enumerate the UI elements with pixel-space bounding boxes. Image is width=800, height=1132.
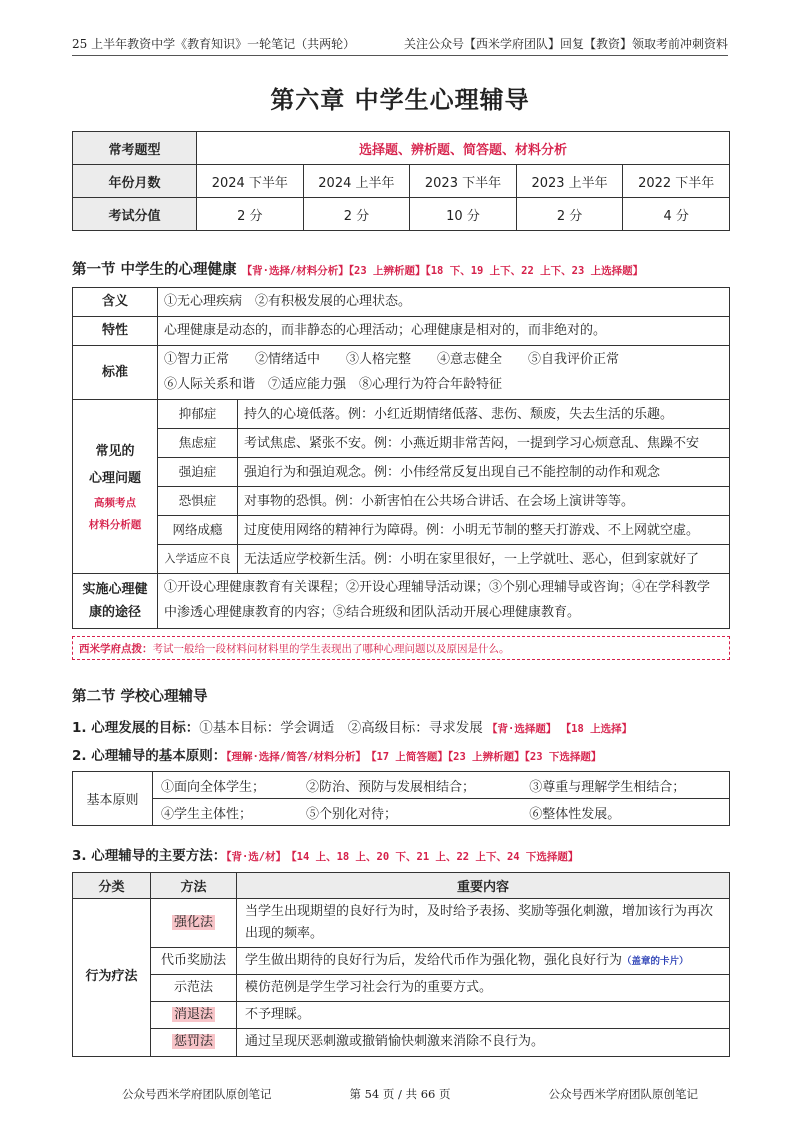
tip-box [72, 636, 730, 660]
meaning-label: 含义 [73, 288, 158, 317]
method-name-cell [151, 948, 237, 975]
standard-line2: ⑥人际关系和谐 ⑦适应能力强 ⑧心理行为符合年龄特征 [164, 376, 503, 392]
problem-name: 抑郁症 [158, 400, 238, 429]
score-cell: 2 分 [197, 198, 304, 231]
method-name-cell [151, 899, 237, 948]
principles-table [72, 771, 730, 826]
year-cell: 2023 下半年 [410, 165, 517, 198]
principles-label: 基本原则 [73, 772, 153, 826]
section2-heading [72, 685, 208, 706]
score-label: 考试分值 [73, 198, 197, 231]
problems-hot2: 材料分析题 [88, 519, 142, 532]
type-label: 常考题型 [73, 132, 197, 165]
meaning-text: ①无心理疾病 ②有积极发展的心理状态。 [158, 288, 730, 317]
method-name: 惩罚法 [173, 1034, 213, 1050]
problem-desc: 无法适应学校新生活。例：小明在家里很好，一上学就吐、恶心，但到家就好了 [238, 545, 730, 574]
item3-line [72, 844, 578, 864]
page-header [72, 36, 728, 56]
score-cell: 4 分 [623, 198, 730, 231]
problem-desc: 过度使用网络的精神行为障碍。例：小明无节制的整天打游戏、不上网就空虚。 [238, 516, 730, 545]
methods-header-method: 方法 [151, 873, 237, 899]
item3-head: 3. 心理辅导的主要方法： [72, 848, 227, 864]
year-cell: 2022 下半年 [623, 165, 730, 198]
method-name: 消退法 [173, 1007, 213, 1023]
method-desc: 通过呈现厌恶刺激或撤销愉快刺激来消除不良行为。 [237, 1029, 730, 1056]
item2-head: 2. 心理辅导的基本原则： [72, 748, 227, 764]
problem-desc: 强迫行为和强迫观念。例：小伟经常反复出现自己不能控制的动作和观念 [238, 458, 730, 487]
item2-tag: 【理解·选择/简答/材料分析】 【17 上简答题】【23 上辨析题】【23 下选择题】 [226, 751, 602, 763]
mental-health-table [72, 287, 730, 629]
standard-label: 标准 [73, 346, 158, 400]
problem-name: 焦虑症 [158, 429, 238, 458]
approach-line2: 中渗透心理健康教育的内容；⑤结合班级和团队活动开展心理健康教育。 [164, 605, 581, 621]
method-desc-cell [237, 948, 730, 975]
method-name: 强化法 [173, 915, 213, 931]
approach-label-line1: 实施心理健 [82, 581, 148, 597]
approach-text [158, 574, 730, 628]
feature-label: 特性 [73, 317, 158, 346]
footer-right: 公众号西米学府团队原创笔记 [548, 1087, 698, 1101]
item3-tag: 【背·选/材】 【14 上、18 上、20 下、21 上、22 上下、24 下选择题】 [226, 851, 579, 863]
year-cell: 2024 上半年 [303, 165, 410, 198]
item1-line [72, 716, 632, 736]
method-name-cell [151, 1029, 237, 1056]
problems-hot1: 高频考点 [94, 497, 136, 510]
problem-desc: 考试焦虑、紧张不安。例：小燕近期非常苦闷，一提到学习心烦意乱、焦躁不安 [238, 429, 730, 458]
method-desc: 不予理睬。 [237, 1002, 730, 1029]
item1-head: 1. 心理发展的目标： [72, 720, 200, 736]
year-cell: 2024 下半年 [197, 165, 304, 198]
problem-desc: 对事物的恐惧。例：小新害怕在公共场合讲话、在会场上演讲等等。 [238, 487, 730, 516]
problems-label-line2: 心理问题 [88, 470, 141, 486]
method-name: 示范法 [173, 980, 213, 996]
item1-text: ①基本目标：学会调适 ②高级目标：寻求发展 [199, 720, 483, 736]
tip-text: 考试一般给一段材料问材料里的学生表现出了哪种心理问题以及原因是什么。 [152, 643, 510, 655]
section1-heading [72, 258, 643, 279]
score-cell: 2 分 [303, 198, 410, 231]
section2-title: 第二节 学校心理辅导 [72, 689, 208, 705]
problem-name: 恐惧症 [158, 487, 238, 516]
problem-name: 强迫症 [158, 458, 238, 487]
methods-table [72, 872, 730, 1057]
principle-item: ②防治、预防与发展相结合； [298, 772, 521, 799]
methods-header-category: 分类 [73, 873, 151, 899]
problems-label [73, 400, 158, 574]
standard-text [158, 346, 730, 400]
method-name: 代币奖励法 [160, 953, 226, 969]
principle-item: ③尊重与理解学生相结合； [521, 772, 729, 799]
exam-table [72, 131, 730, 231]
standard-line1: ①智力正常 ②情绪适中 ③人格完整 ④意志健全 ⑤自我评价正常 [164, 352, 620, 367]
tip-label: 西米学府点拨： [79, 643, 153, 655]
type-value: 选择题、辨析题、简答题、材料分析 [197, 132, 730, 165]
method-desc: 学生做出期待的良好行为后，发给代币作为强化物，强化良好行为 [245, 953, 623, 969]
footer-left: 公众号西米学府团队原创笔记 [122, 1087, 272, 1101]
approach-label [73, 574, 158, 628]
methods-category: 行为疗法 [73, 899, 151, 1057]
score-cell: 10 分 [410, 198, 517, 231]
problem-name: 入学适应不良 [158, 545, 238, 574]
problem-name: 网络成瘾 [158, 516, 238, 545]
item1-tag2: 【18 上选择】 [560, 723, 633, 735]
principle-item: ①面向全体学生； [153, 772, 298, 799]
method-desc: 当学生出现期望的良好行为时，及时给予表扬、奖励等强化刺激，增加该行为再次出现的频率。 [237, 899, 730, 948]
header-right: 关注公众号【西米学府团队】回复【教资】领取考前冲刺资料 [403, 37, 728, 51]
approach-line1: ①开设心理健康教育有关课程；②开设心理辅导活动课；③个别心理辅导或咨询；④在学科教学 [164, 580, 711, 596]
item2-line [72, 744, 601, 764]
method-name-cell [151, 975, 237, 1002]
method-name-cell [151, 1002, 237, 1029]
method-note: （盖章的卡片） [622, 956, 689, 968]
principle-item: ④学生主体性； [153, 799, 298, 826]
method-desc: 模仿范例是学生学习社会行为的重要方式。 [237, 975, 730, 1002]
methods-header-content: 重要内容 [237, 873, 730, 899]
section1-title: 第一节 中学生的心理健康 [72, 262, 237, 278]
year-label: 年份月数 [73, 165, 197, 198]
approach-label-line2: 康的途径 [88, 605, 141, 621]
item1-tag1: 【背·选择题】 [487, 723, 557, 735]
problems-label-line1: 常见的 [95, 443, 135, 459]
principle-item: ⑤个别化对待； [298, 799, 521, 826]
principle-item: ⑥整体性发展。 [521, 799, 729, 826]
section1-tag: 【背·选择/材料分析】【23 上辨析题】【18 下、19 上下、22 上下、23 上选择题】 [241, 265, 644, 277]
score-cell: 2 分 [516, 198, 623, 231]
feature-text: 心理健康是动态的，而非静态的心理活动；心理健康是相对的，而非绝对的。 [158, 317, 730, 346]
footer-page: 第 54 页 / 共 66 页 [349, 1087, 451, 1101]
header-left: 25 上半年教资中学《教育知识》一轮笔记（共两轮） [72, 37, 356, 51]
chapter-title: 第六章 中学生心理辅导 [270, 86, 530, 114]
problem-desc: 持久的心境低落。例：小红近期情绪低落、悲伤、颓废，失去生活的乐趣。 [238, 400, 730, 429]
year-cell: 2023 上半年 [516, 165, 623, 198]
